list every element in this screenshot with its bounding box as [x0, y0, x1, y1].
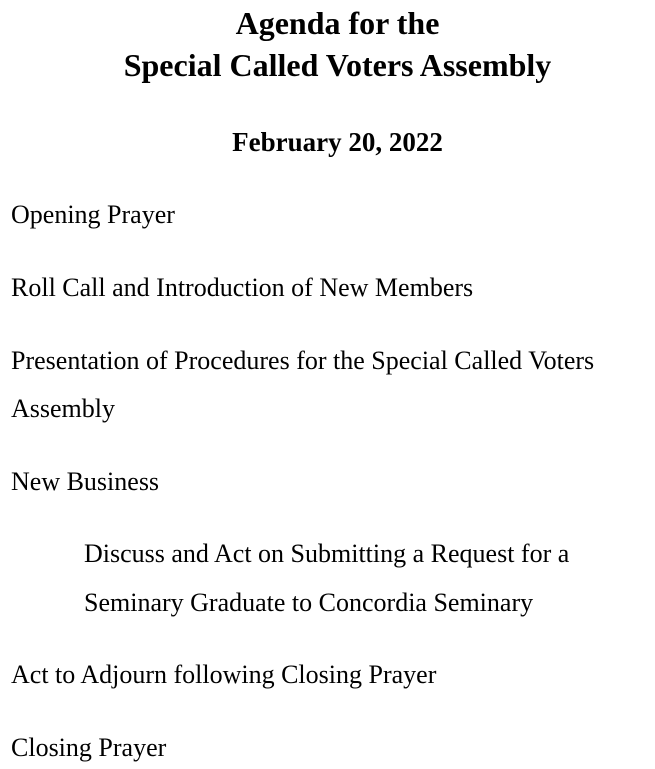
agenda-item-new-business: New Business — [11, 467, 160, 496]
agenda-subitem-seminary-request-line-2: Seminary Graduate to Concordia Seminary — [84, 588, 534, 617]
title-line-1: Agenda for the — [235, 5, 440, 41]
agenda-item-procedures-line-2: Assembly — [11, 394, 115, 423]
agenda-item-roll-call: Roll Call and Introduction of New Members — [11, 273, 474, 302]
meeting-date: February 20, 2022 — [232, 127, 443, 157]
agenda-item-closing-prayer: Closing Prayer — [11, 733, 167, 762]
agenda-item-opening-prayer: Opening Prayer — [11, 200, 175, 229]
agenda-item-adjourn: Act to Adjourn following Closing Prayer — [11, 660, 437, 689]
title-line-2: Special Called Voters Assembly — [123, 47, 552, 83]
agenda-item-procedures-line-1: Presentation of Procedures for the Special Called Voters — [11, 346, 595, 375]
agenda-subitem-seminary-request-line-1: Discuss and Act on Submitting a Request for a — [84, 539, 570, 568]
